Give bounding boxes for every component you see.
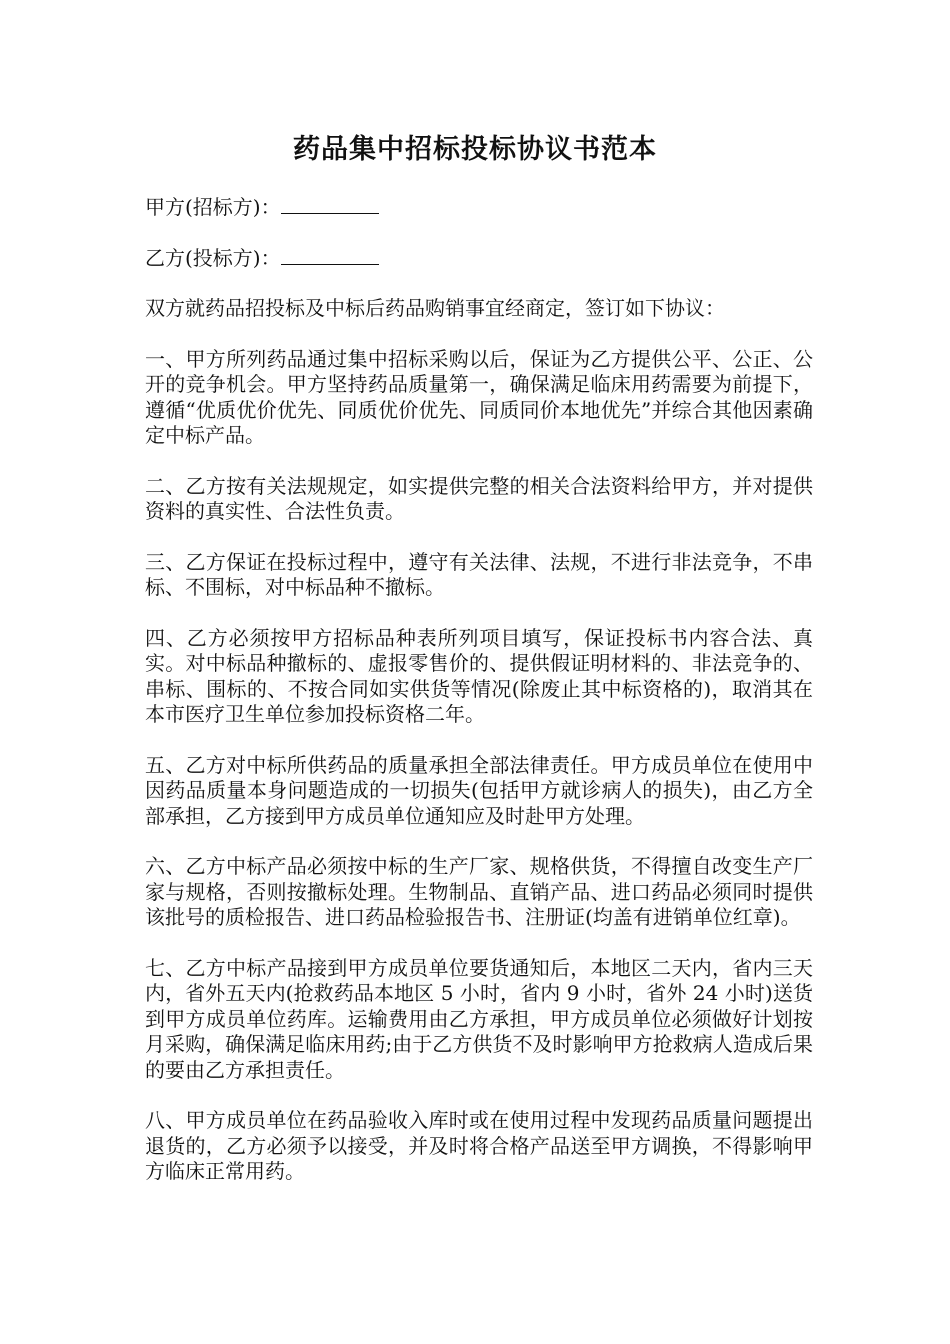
- party-b-blank: [281, 246, 379, 265]
- party-a-label: 甲方(招标方)：: [145, 195, 281, 219]
- party-b-line: [145, 246, 813, 272]
- clause-3: 三、乙方保证在投标过程中，遵守有关法律、法规，不进行非法竞争，不串标、不围标，对中标品种不撤标。: [145, 549, 813, 599]
- clause-2: 二、乙方按有关法规规定，如实提供完整的相关合法资料给甲方，并对提供资料的真实性、合法性负责。: [145, 473, 813, 523]
- clause-6: 六、乙方中标产品必须按中标的生产厂家、规格供货，不得擅自改变生产厂家与规格，否则按撤标处理。生物制品、直销产品、进口药品必须同时提供该批号的质检报告、进口药品检验报告书、注册证(均盖有进销单位红章)。: [145, 854, 813, 929]
- document-title: 药品集中招标投标协议书范本: [293, 134, 657, 165]
- intro-paragraph: 双方就药品招投标及中标后药品购销事宜经商定，签订如下协议：: [145, 296, 725, 320]
- party-b-label: 乙方(投标方)：: [145, 245, 281, 270]
- clause-7: 七、乙方中标产品接到甲方成员单位要货通知后，本地区二天内，省内三天内，省外五天内(抢救药品本地区 5 小时，省内 9 小时，省外 24 小时)送货到甲方成员单位药库。运输费用由乙方承担，甲方成员单位必须做好计划按月采购，确保满足临床用药;由于乙方供货不及时影响甲方抢救病人造成后果的要由乙方承担责任。: [145, 955, 813, 1082]
- party-a-line: [145, 195, 813, 221]
- clause-1: 一、甲方所列药品通过集中招标采购以后，保证为乙方提供公平、公正、公开的竞争机会。甲方坚持药品质量第一，确保满足临床用药需要为前提下，遵循“优质优价优先、同质优价优先、同质同价本地优先”并综合其他因素确定中标产品。: [145, 346, 813, 447]
- party-a-blank: [281, 195, 379, 214]
- clause-4: 四、乙方必须按甲方招标品种表所列项目填写，保证投标书内容合法、真实。对中标品种撤标的、虚报零售价的、提供假证明材料的、非法竞争的、串标、围标的、不按合同如实供货等情况(除废止其中标资格的)，取消其在本市医疗卫生单位参加投标资格二年。: [145, 625, 813, 726]
- document-body: [145, 195, 813, 1210]
- clause-5: 五、乙方对中标所供药品的质量承担全部法律责任。甲方成员单位在使用中因药品质量本身问题造成的一切损失(包括甲方就诊病人的损失)，由乙方全部承担，乙方接到甲方成员单位通知应及时赴甲方处理。: [145, 752, 813, 828]
- clause-8: 八、甲方成员单位在药品验收入库时或在使用过程中发现药品质量问题提出退货的，乙方必须予以接受，并及时将合格产品送至甲方调换，不得影响甲方临床正常用药。: [145, 1108, 813, 1183]
